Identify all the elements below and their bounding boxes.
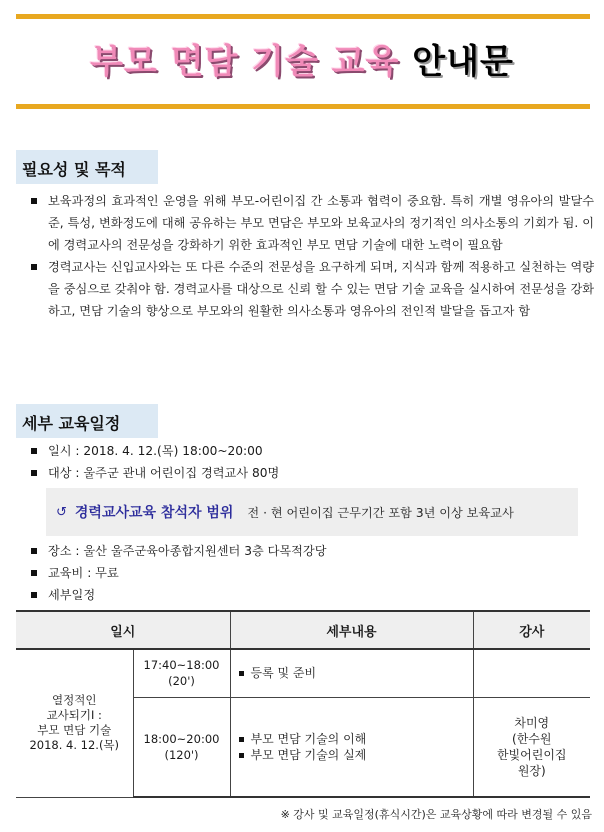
detail-item: 부모 면담 기술의 실제 (237, 747, 473, 763)
attendee-scope-callout (46, 488, 578, 536)
section-heading-purpose: 필요성 및 목적 (16, 150, 158, 184)
purpose-list (28, 190, 594, 322)
session-line-4: 2018. 4. 12.(목) (29, 738, 120, 753)
schedule-table (16, 610, 590, 798)
title-highlight: 부모 면담 기술 교육 (90, 42, 400, 82)
instructor-line-3: 한빛어린이집 (496, 747, 567, 762)
schedule-place: 장소 : 울산 울주군육아종합지원센터 3층 다목적강당 (28, 540, 594, 562)
rotate-arrow-icon: ↺ (56, 504, 67, 520)
schedule-detail: 세부일정 (28, 584, 594, 606)
top-accent-bar (16, 14, 590, 19)
detail-item: 등록 및 준비 (237, 665, 473, 681)
schedule-list-top (28, 440, 594, 484)
title-rest: 안내문 (412, 42, 514, 82)
time-cell (133, 649, 230, 697)
instructor-cell-empty (473, 649, 590, 697)
schedule-list-bottom (28, 540, 594, 606)
instructor-line-4: 원장) (517, 763, 546, 778)
instructor-cell (473, 697, 590, 797)
session-line-2: 교사되기Ⅰ : (46, 708, 102, 723)
schedule-fee: 교육비 : 무료 (28, 562, 594, 584)
table-row (16, 649, 590, 697)
session-line-1: 열정적인 (52, 693, 97, 708)
time-cell (133, 697, 230, 797)
time-range: 18:00~20:00 (143, 731, 220, 746)
bottom-accent-bar (16, 104, 590, 109)
callout-label: 경력교사교육 참석자 범위 (74, 505, 234, 521)
callout-text: 전 · 현 어린이집 근무기간 포함 3년 이상 보육교사 (247, 505, 514, 520)
footnote: ※ 강사 및 교육일정(휴식시간)은 교육상황에 따라 변경될 수 있음 (280, 808, 592, 821)
schedule-target: 대상 : 울주군 관내 어린이집 경력교사 80명 (28, 462, 594, 484)
header-datetime: 일시 (16, 611, 230, 649)
detail-cell (230, 649, 473, 697)
header-instructor: 강사 (473, 611, 590, 649)
session-line-3: 부모 면담 기술 (37, 723, 112, 738)
time-range: 17:40~18:00 (143, 658, 220, 673)
purpose-bullet-2: 경력교사는 신입교사와는 또 다른 수준의 전문성을 요구하게 되며, 지식과 함께 적용하고 실천하는 역량을 중심으로 갖춰야 함. 경력교사를 대상으로 신뢰 할 수 있는 면담 기술 교육을 실시하여 전문성을 강화하고, 면담 기술의 향상으로 부모와의 원활한 의사소통과 영유아의 전인적 발달을 돕고자 함 (28, 256, 594, 322)
detail-item: 부모 면담 기술의 이해 (237, 731, 473, 747)
header-detail: 세부내용 (230, 611, 473, 649)
page-title (0, 34, 604, 83)
section-heading-schedule: 세부 교육일정 (16, 404, 158, 438)
purpose-bullet-1: 보육과정의 효과적인 운영을 위해 부모-어린이집 간 소통과 협력이 중요함. 특히 개별 영유아의 발달수준, 특성, 변화정도에 대해 공유하는 부모 면담은 부모와 보육교사의 정기적인 의사소통의 기회가 됨. 이에 경력교사의 전문성을 강화하기 위한 효과적인 부모 면담 기술에 대한 노력이 필요함 (28, 190, 594, 256)
session-cell (16, 649, 133, 797)
instructor-line-1: 차미영 (514, 715, 550, 730)
instructor-line-2: (한수원 (512, 731, 552, 746)
schedule-date: 일시 : 2018. 4. 12.(목) 18:00~20:00 (28, 440, 594, 462)
time-duration: (20') (168, 674, 195, 689)
detail-cell (230, 697, 473, 797)
time-duration: (120') (164, 747, 199, 762)
